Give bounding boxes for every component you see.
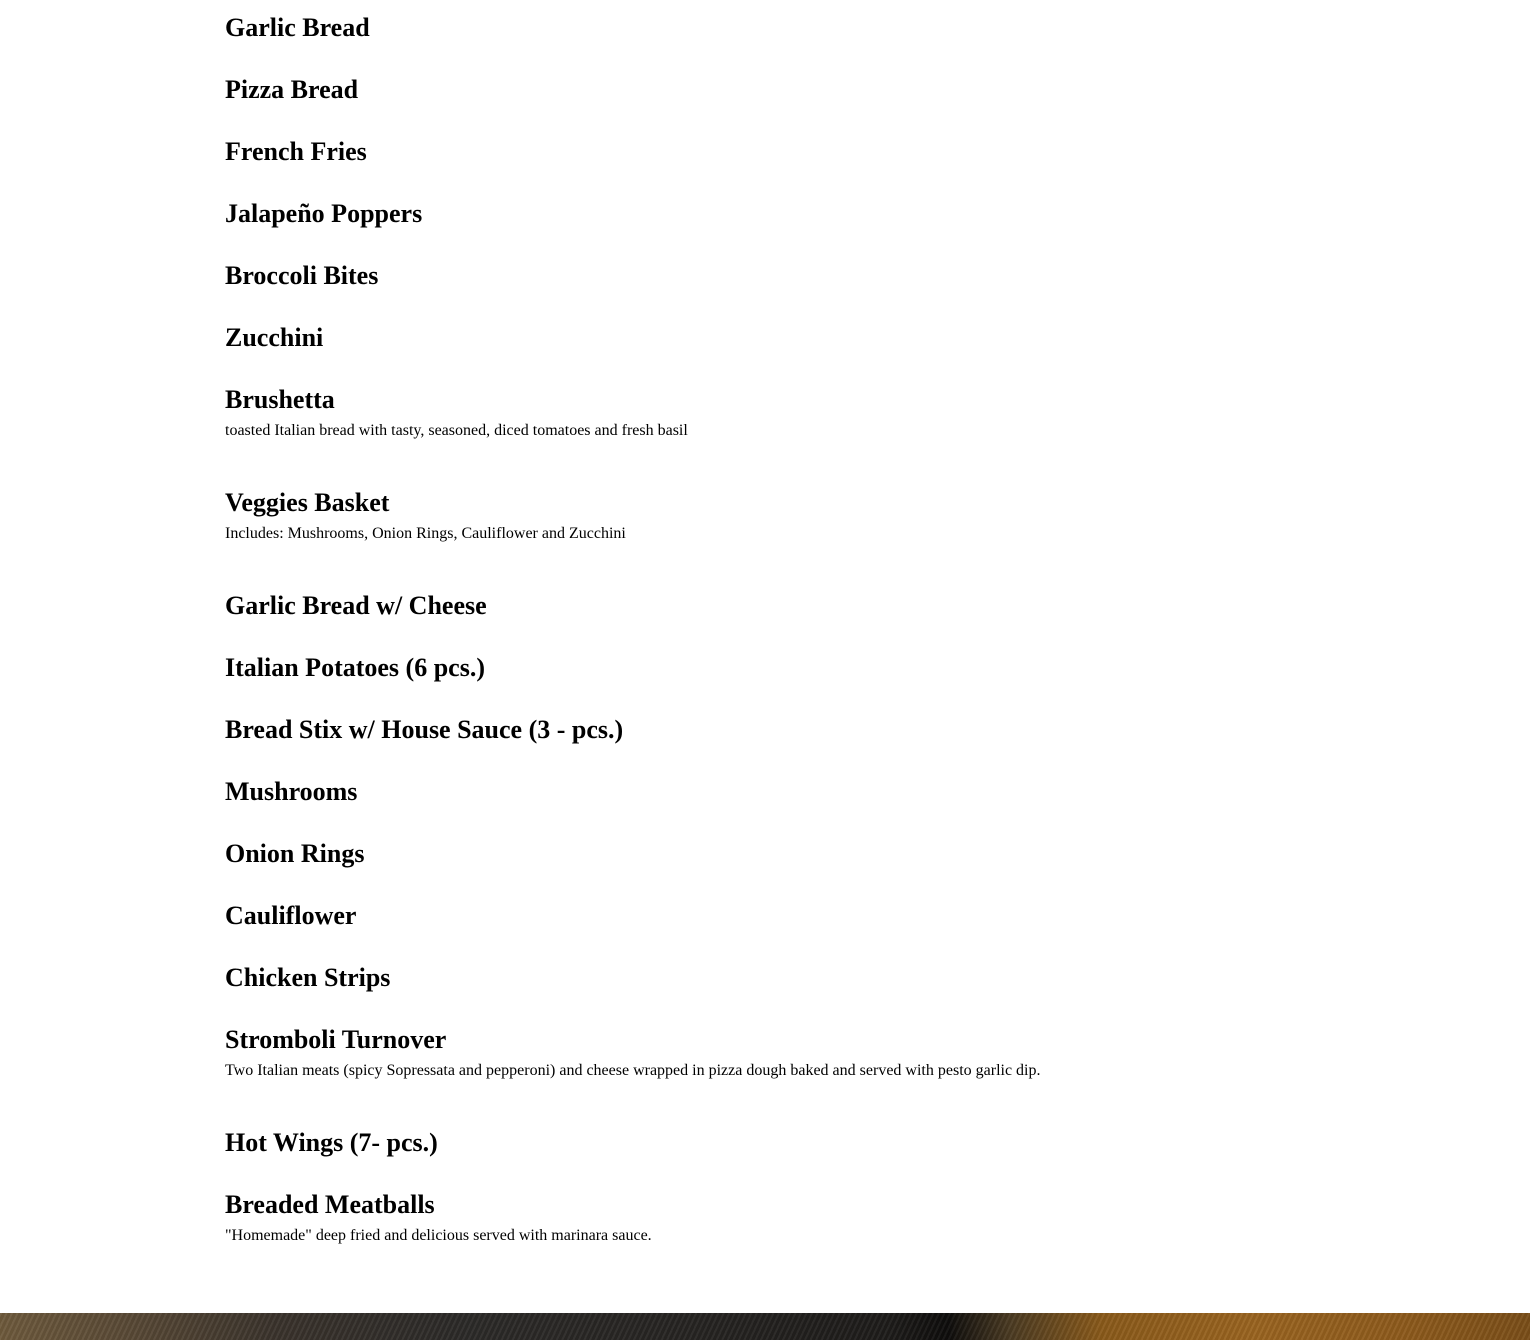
- menu-item-description: Includes: Mushrooms, Onion Rings, Cauliflower and Zucchini: [225, 525, 626, 542]
- menu-item-name: Broccoli Bites: [225, 261, 379, 290]
- menu-item-name: Stromboli Turnover: [225, 1025, 447, 1054]
- menu-item-name: Onion Rings: [225, 839, 365, 868]
- menu-item: [225, 839, 1325, 888]
- appetizer-menu-list: [225, 0, 1325, 1246]
- menu-item: [225, 385, 1325, 475]
- menu-item-name: Garlic Bread: [225, 13, 370, 42]
- menu-item: [225, 13, 1325, 62]
- menu-item: [225, 261, 1325, 310]
- menu-item: [225, 963, 1325, 1012]
- footer-background-image: [0, 1313, 1530, 1340]
- menu-item: [225, 75, 1325, 124]
- menu-item-description: Two Italian meats (spicy Sopressata and pepperoni) and cheese wrapped in pizza dough baked and served with pesto garlic dip.: [225, 1062, 1041, 1079]
- menu-item: [225, 488, 1325, 578]
- footer-texture: [0, 1313, 1530, 1340]
- menu-item: [225, 137, 1325, 186]
- menu-item-name: Breaded Meatballs: [225, 1190, 435, 1219]
- menu-item: [225, 1025, 1325, 1115]
- menu-item: [225, 777, 1325, 826]
- menu-item-name: Hot Wings (7- pcs.): [225, 1128, 438, 1157]
- menu-item-name: French Fries: [225, 137, 367, 166]
- menu-item-name: Garlic Bread w/ Cheese: [225, 591, 487, 620]
- menu-item-name: Zucchini: [225, 323, 324, 352]
- menu-item: [225, 323, 1325, 372]
- menu-item-name: Mushrooms: [225, 777, 358, 806]
- menu-item: [225, 591, 1325, 640]
- menu-item-name: Cauliflower: [225, 901, 357, 930]
- menu-item: [225, 1190, 1325, 1246]
- menu-item: [225, 715, 1325, 764]
- menu-item-name: Italian Potatoes (6 pcs.): [225, 653, 485, 682]
- menu-item-name: Chicken Strips: [225, 963, 391, 992]
- menu-item: [225, 901, 1325, 950]
- menu-item-name: Veggies Basket: [225, 488, 390, 517]
- menu-item-description: toasted Italian bread with tasty, seasoned, diced tomatoes and fresh basil: [225, 422, 688, 439]
- menu-item: [225, 653, 1325, 702]
- menu-item: [225, 1128, 1325, 1177]
- menu-item-name: Jalapeño Poppers: [225, 199, 423, 228]
- menu-item: [225, 199, 1325, 248]
- menu-item-name: Brushetta: [225, 385, 335, 414]
- menu-item-name: Pizza Bread: [225, 75, 359, 104]
- menu-item-description: "Homemade" deep fried and delicious served with marinara sauce.: [225, 1227, 652, 1244]
- menu-item-name: Bread Stix w/ House Sauce (3 - pcs.): [225, 715, 624, 744]
